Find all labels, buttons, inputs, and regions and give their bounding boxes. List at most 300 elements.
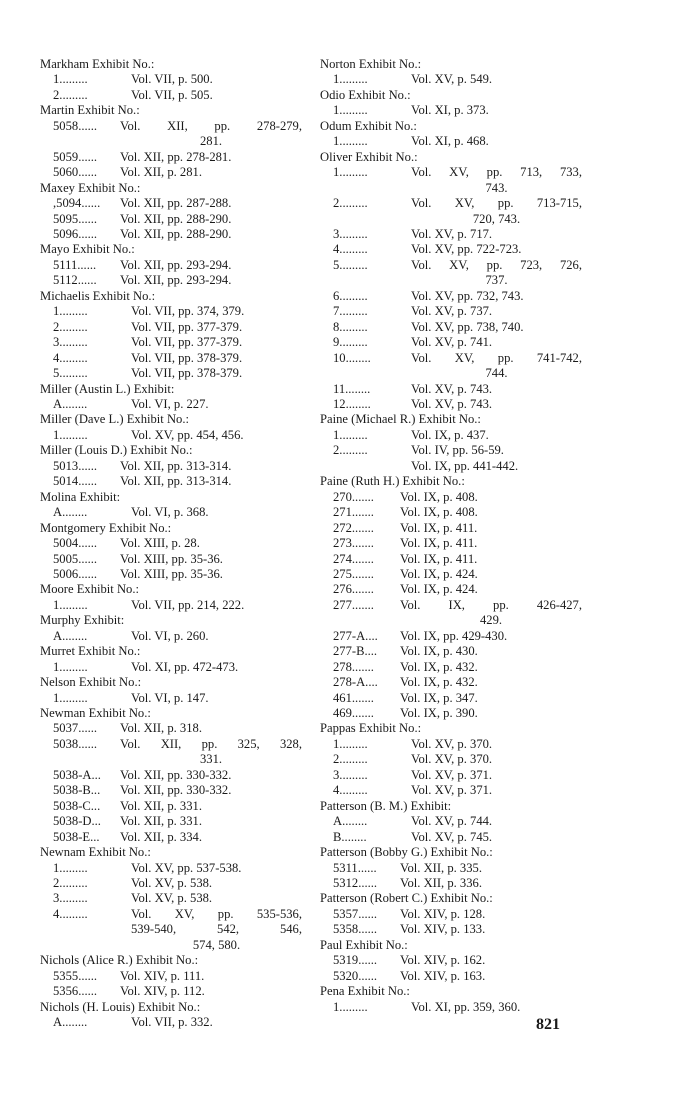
volume-reference (120, 984, 302, 999)
reference-line: Vol. IX, p. 432. (400, 659, 478, 674)
exhibit-entry (320, 552, 582, 567)
exhibit-entry (40, 536, 302, 551)
exhibit-entry (40, 505, 302, 520)
reference-line: 737. (485, 273, 508, 288)
reference-line: 539-540, 542, 546, (131, 922, 302, 937)
exhibit-entry (320, 242, 582, 257)
volume-reference (131, 691, 302, 706)
exhibit-number: 461....... (333, 690, 374, 705)
exhibit-entry (320, 443, 582, 458)
reference-line: Vol. VII, pp. 377-379. (131, 319, 243, 334)
exhibit-entry (320, 258, 582, 289)
exhibit-number: A........ (53, 505, 88, 520)
reference-line: Vol. XV, p. 743. (411, 381, 493, 396)
volume-reference (131, 1015, 302, 1030)
exhibit-number: 9......... (333, 335, 368, 350)
reference-line: 744. (485, 366, 508, 381)
reference-line: Vol. VII, pp. 378-379. (131, 366, 243, 381)
exhibit-heading: Paine (Michael R.) Exhibit No.: (320, 412, 481, 427)
volume-reference (120, 273, 302, 288)
reference-line: Vol. IX, p. 432. (400, 675, 478, 690)
exhibit-number: 274....... (333, 551, 374, 566)
exhibit-heading: Odio Exhibit No.: (320, 87, 411, 102)
exhibit-number: B........ (333, 829, 367, 844)
exhibit-heading: Odum Exhibit No.: (320, 118, 417, 133)
exhibit-number: 5096...... (53, 226, 98, 241)
volume-reference (400, 582, 582, 597)
volume-reference (131, 304, 302, 319)
exhibit-number: 1......... (333, 427, 368, 442)
reference-line: Vol. XII, p. 281. (120, 165, 202, 180)
reference-line: Vol. XIV, p. 112. (120, 984, 205, 999)
volume-reference (131, 88, 302, 103)
exhibit-entry (40, 691, 302, 706)
exhibit-number: 1......... (53, 304, 88, 319)
volume-reference (400, 861, 582, 876)
volume-reference (120, 258, 302, 273)
volume-reference (120, 150, 302, 165)
exhibit-number: 7......... (333, 304, 368, 319)
exhibit-number: 2......... (333, 196, 368, 211)
exhibit-entry (40, 721, 302, 736)
exhibit-entry (320, 582, 582, 597)
exhibit-entry (40, 428, 302, 443)
reference-line: Vol. IX, p. 408. (400, 505, 478, 520)
exhibit-number: 271....... (333, 505, 374, 520)
volume-reference (411, 382, 582, 397)
exhibit-heading: Nichols (Alice R.) Exhibit No.: (40, 953, 199, 968)
reference-line: Vol. IX, p. 347. (400, 690, 478, 705)
exhibit-number: 5355...... (53, 968, 98, 983)
reference-line: Vol. IX, p. 430. (400, 644, 478, 659)
exhibit-entry (320, 861, 582, 876)
volume-reference (411, 443, 582, 458)
exhibit-number: 1......... (53, 72, 88, 87)
exhibit-number: A........ (333, 814, 368, 829)
volume-reference (131, 660, 302, 675)
index-column-left (40, 57, 302, 1031)
reference-line: Vol. VII, p. 500. (131, 72, 213, 87)
exhibit-entry (320, 459, 582, 474)
volume-reference (411, 320, 582, 335)
volume-reference (131, 598, 302, 613)
volume-reference (411, 242, 582, 257)
volume-reference (120, 721, 302, 736)
reference-line: Vol. XI, pp. 472-473. (131, 659, 239, 674)
reference-line: Vol. IX, p. 408. (400, 489, 478, 504)
volume-reference (131, 320, 302, 335)
exhibit-number: 4......... (333, 783, 368, 798)
reference-line: Vol. XV, pp. 738, 740. (411, 319, 524, 334)
exhibit-number: 5357...... (333, 906, 378, 921)
volume-reference (400, 567, 582, 582)
exhibit-entry (320, 521, 582, 536)
exhibit-number: 5312...... (333, 876, 378, 891)
volume-reference (411, 459, 582, 474)
reference-line: Vol. VII, p. 332. (131, 1015, 213, 1030)
volume-reference (400, 490, 582, 505)
exhibit-number: 5319...... (333, 953, 378, 968)
exhibit-number: 5060...... (53, 165, 98, 180)
exhibit-number: 4......... (53, 906, 88, 921)
exhibit-number: 1......... (333, 103, 368, 118)
exhibit-number: 5320...... (333, 968, 378, 983)
reference-line: Vol. XV, pp. 537-538. (131, 860, 242, 875)
volume-reference (120, 567, 302, 582)
exhibit-number: 277....... (333, 597, 374, 612)
volume-reference (131, 366, 302, 381)
volume-reference (131, 891, 302, 906)
reference-line: Vol. XV, p. 717. (411, 226, 493, 241)
exhibit-entry (40, 1015, 302, 1030)
reference-line: Vol. XII, p. 334. (120, 829, 202, 844)
reference-line: Vol. XIII, pp. 35-36. (120, 566, 223, 581)
volume-reference (400, 969, 582, 984)
reference-line: Vol. XII, pp. 287-288. (120, 196, 232, 211)
exhibit-entry (40, 88, 302, 103)
exhibit-entry (320, 1000, 582, 1015)
exhibit-heading: Paul Exhibit No.: (320, 937, 408, 952)
volume-reference (411, 351, 582, 382)
exhibit-heading: Newman Exhibit No.: (40, 706, 151, 721)
reference-line: Vol. XIV, p. 111. (120, 968, 205, 983)
volume-reference (411, 134, 582, 149)
volume-reference (400, 675, 582, 690)
exhibit-number: 4......... (333, 242, 368, 257)
exhibit-entry (40, 768, 302, 783)
exhibit-number: 5038...... (53, 736, 98, 751)
volume-reference (400, 907, 582, 922)
reference-line: 743. (485, 180, 508, 195)
reference-line: Vol. XIV, p. 128. (400, 906, 486, 921)
exhibit-number: 5038-E... (53, 829, 100, 844)
exhibit-entry (40, 830, 302, 845)
volume-reference (411, 428, 582, 443)
reference-line: 281. (199, 134, 223, 149)
reference-line: Vol. XV, pp. 535-536, (131, 906, 302, 921)
exhibit-entry (40, 660, 302, 675)
volume-reference (411, 830, 582, 845)
reference-line: Vol. IX, p. 424. (400, 582, 478, 597)
volume-reference (120, 814, 302, 829)
reference-line: Vol. XV, pp. 713, 733, (411, 165, 582, 180)
volume-reference (411, 289, 582, 304)
exhibit-entry (320, 289, 582, 304)
reference-line: Vol. XII, pp. 278-279, (120, 118, 302, 133)
volume-reference (411, 397, 582, 412)
exhibit-entry (40, 861, 302, 876)
volume-reference (411, 1000, 582, 1015)
volume-reference (131, 505, 302, 520)
reference-line: Vol. VI, p. 227. (131, 396, 209, 411)
exhibit-entry (320, 629, 582, 644)
exhibit-number: 5013...... (53, 458, 98, 473)
exhibit-number: 1......... (333, 736, 368, 751)
reference-line: Vol. XIV, p. 162. (400, 953, 486, 968)
exhibit-heading: Paine (Ruth H.) Exhibit No.: (320, 474, 465, 489)
exhibit-entry (320, 752, 582, 767)
exhibit-number: 2......... (53, 319, 88, 334)
exhibit-number: 5038-B... (53, 783, 101, 798)
exhibit-heading: Norton Exhibit No.: (320, 57, 422, 71)
exhibit-number: 276....... (333, 582, 374, 597)
exhibit-heading: Murret Exhibit No.: (40, 644, 141, 659)
reference-line: Vol. VI, p. 368. (131, 505, 209, 520)
exhibit-entry (320, 536, 582, 551)
reference-line: Vol. XII, pp. 313-314. (120, 474, 232, 489)
exhibit-entry (320, 691, 582, 706)
volume-reference (411, 227, 582, 242)
exhibit-number: 5......... (333, 257, 368, 272)
exhibit-entry (40, 814, 302, 829)
reference-line: Vol. XII, pp. 330-332. (120, 767, 232, 782)
exhibit-entry (40, 351, 302, 366)
exhibit-heading: Miller (Louis D.) Exhibit No.: (40, 443, 193, 458)
exhibit-number: 12........ (333, 396, 371, 411)
exhibit-entry (40, 366, 302, 381)
exhibit-number: 278....... (333, 659, 374, 674)
exhibit-number: 1......... (53, 597, 88, 612)
reference-line: Vol. VII, pp. 374, 379. (131, 304, 245, 319)
reference-line: Vol. IX, pp. 429-430. (400, 628, 508, 643)
exhibit-heading: Markham Exhibit No.: (40, 57, 155, 71)
exhibit-number: 5111...... (53, 257, 97, 272)
exhibit-number: 1......... (333, 134, 368, 149)
exhibit-entry (40, 459, 302, 474)
reference-line: Vol. IX, pp. 441-442. (411, 458, 519, 473)
volume-reference (400, 505, 582, 520)
exhibit-entry (320, 922, 582, 937)
index-column-right (320, 57, 582, 1015)
reference-line: Vol. XV, pp. 732, 743. (411, 288, 524, 303)
volume-reference (411, 335, 582, 350)
exhibit-number: 272....... (333, 520, 374, 535)
reference-line: Vol. VII, p. 505. (131, 87, 213, 102)
reference-line: Vol. XI, p. 373. (411, 103, 489, 118)
reference-line: Vol. XII, p. 331. (120, 798, 202, 813)
exhibit-entry (320, 660, 582, 675)
exhibit-number: 275....... (333, 566, 374, 581)
exhibit-entry (40, 783, 302, 798)
exhibit-entry (320, 335, 582, 350)
reference-line: 720, 743. (472, 211, 521, 226)
exhibit-entry (40, 907, 302, 953)
exhibit-number: 278-A.... (333, 675, 378, 690)
exhibit-entry (40, 397, 302, 412)
volume-reference (120, 552, 302, 567)
exhibit-entry (320, 737, 582, 752)
reference-line: Vol. XV, p. 549. (411, 72, 493, 87)
exhibit-entry (320, 351, 582, 382)
exhibit-number: 5038-C... (53, 798, 101, 813)
exhibit-entry (320, 907, 582, 922)
exhibit-number: 5356...... (53, 984, 98, 999)
exhibit-heading: Newnam Exhibit No.: (40, 845, 151, 860)
volume-reference (400, 552, 582, 567)
reference-line: 331. (199, 752, 223, 767)
volume-reference (131, 72, 302, 87)
reference-line: 429. (479, 613, 503, 628)
reference-line: Vol. IX, p. 411. (400, 551, 478, 566)
volume-reference (411, 103, 582, 118)
exhibit-heading: Patterson (B. M.) Exhibit: (320, 798, 452, 813)
volume-reference (131, 907, 302, 953)
reference-line: Vol. XII, pp. 288-290. (120, 211, 232, 226)
exhibit-number: 5038-A... (53, 767, 101, 782)
reference-line: Vol. VI, p. 147. (131, 690, 209, 705)
volume-reference (131, 629, 302, 644)
volume-reference (411, 814, 582, 829)
exhibit-number: 11........ (333, 381, 371, 396)
reference-line: Vol. XII, p. 336. (400, 876, 482, 891)
exhibit-entry (40, 474, 302, 489)
exhibit-number: 1......... (53, 690, 88, 705)
reference-line: Vol. IX, p. 437. (411, 427, 489, 442)
exhibit-heading: Moore Exhibit No.: (40, 582, 139, 597)
exhibit-number: 3......... (333, 226, 368, 241)
reference-line: Vol. XV, pp. 722-723. (411, 242, 522, 257)
exhibit-entry (320, 768, 582, 783)
volume-reference (400, 953, 582, 968)
exhibit-entry (40, 737, 302, 768)
exhibit-entry (40, 799, 302, 814)
exhibit-number: A........ (53, 396, 88, 411)
volume-reference (411, 737, 582, 752)
exhibit-entry (320, 304, 582, 319)
volume-reference (131, 351, 302, 366)
exhibit-entry (320, 227, 582, 242)
exhibit-heading: Molina Exhibit: (40, 489, 121, 504)
volume-reference (120, 196, 302, 211)
volume-reference (400, 876, 582, 891)
volume-reference (400, 644, 582, 659)
exhibit-entry (40, 552, 302, 567)
reference-line: Vol. VII, pp. 378-379. (131, 350, 243, 365)
volume-reference (411, 304, 582, 319)
exhibit-heading: Mayo Exhibit No.: (40, 242, 135, 257)
exhibit-entry (40, 984, 302, 999)
reference-line: Vol. XII, pp. 278-281. (120, 149, 232, 164)
exhibit-heading: Pena Exhibit No.: (320, 984, 410, 999)
reference-line: Vol. XV, pp. 454, 456. (131, 427, 244, 442)
exhibit-number: A........ (53, 1015, 88, 1030)
exhibit-number (320, 459, 411, 474)
exhibit-entry (320, 103, 582, 118)
exhibit-entry (40, 227, 302, 242)
exhibit-heading: Nichols (H. Louis) Exhibit No.: (40, 999, 201, 1014)
exhibit-number: 1......... (53, 659, 88, 674)
exhibit-number: 2......... (53, 87, 88, 102)
exhibit-heading: Martin Exhibit No.: (40, 103, 140, 118)
exhibit-number: 5005...... (53, 551, 98, 566)
exhibit-number: 1......... (53, 860, 88, 875)
reference-line: Vol. XII, pp. 293-294. (120, 257, 232, 272)
exhibit-heading: Michaelis Exhibit No.: (40, 288, 156, 303)
volume-reference (120, 830, 302, 845)
exhibit-number: 5112...... (53, 273, 97, 288)
exhibit-entry (320, 320, 582, 335)
exhibit-number: 270....... (333, 489, 374, 504)
exhibit-entry (40, 165, 302, 180)
exhibit-number: 2......... (333, 752, 368, 767)
reference-line: Vol. XII, pp. 325, 328, (120, 736, 302, 751)
volume-reference (120, 474, 302, 489)
exhibit-number: 469....... (333, 706, 374, 721)
volume-reference (120, 799, 302, 814)
volume-reference (120, 227, 302, 242)
reference-line: Vol. XV, p. 538. (131, 876, 213, 891)
exhibit-number: 5014...... (53, 474, 98, 489)
exhibit-entry (320, 134, 582, 149)
volume-reference (120, 165, 302, 180)
exhibit-number: 5......... (53, 366, 88, 381)
volume-reference (400, 598, 582, 629)
volume-reference (411, 196, 582, 227)
reference-line: Vol. IX, p. 411. (400, 536, 478, 551)
exhibit-number: 277-B.... (333, 644, 378, 659)
exhibit-entry (40, 876, 302, 891)
reference-line: Vol. XII, pp. 313-314. (120, 458, 232, 473)
exhibit-entry (40, 273, 302, 288)
exhibit-number: 8......... (333, 319, 368, 334)
volume-reference (411, 752, 582, 767)
exhibit-heading: Oliver Exhibit No.: (320, 149, 418, 164)
exhibit-entry (40, 567, 302, 582)
exhibit-number: 5037...... (53, 721, 98, 736)
exhibit-heading: Maxey Exhibit No.: (40, 180, 141, 195)
volume-reference (120, 768, 302, 783)
volume-reference (411, 72, 582, 87)
reference-line: Vol. XV, p. 741. (411, 335, 493, 350)
exhibit-entry (40, 150, 302, 165)
volume-reference (120, 737, 302, 768)
reference-line: Vol. XV, p. 538. (131, 891, 213, 906)
exhibit-number: 1......... (333, 72, 368, 87)
exhibit-entry (320, 196, 582, 227)
exhibit-entry (320, 490, 582, 505)
exhibit-entry (320, 675, 582, 690)
reference-line: Vol. IV, pp. 56-59. (411, 443, 504, 458)
exhibit-number: 1......... (333, 999, 368, 1014)
reference-line: Vol. VII, pp. 214, 222. (131, 597, 245, 612)
exhibit-number: 6......... (333, 288, 368, 303)
exhibit-entry (320, 706, 582, 721)
exhibit-entry (320, 428, 582, 443)
volume-reference (400, 706, 582, 721)
volume-reference (411, 768, 582, 783)
exhibit-heading: Miller (Austin L.) Exhibit: (40, 381, 175, 396)
exhibit-number: 5038-D... (53, 814, 101, 829)
reference-line: Vol. VI, p. 260. (131, 628, 209, 643)
exhibit-number: 277-A.... (333, 628, 378, 643)
exhibit-entry (40, 598, 302, 613)
reference-line: Vol. XII, p. 318. (120, 721, 202, 736)
exhibit-number: 10........ (333, 350, 371, 365)
volume-reference (411, 783, 582, 798)
page-number: 821 (536, 1016, 560, 1033)
exhibit-heading: Pappas Exhibit No.: (320, 721, 422, 736)
exhibit-entry (40, 258, 302, 273)
volume-reference (131, 876, 302, 891)
exhibit-entry (40, 969, 302, 984)
reference-line: Vol. XV, pp. 713-715, (411, 196, 582, 211)
exhibit-entry (320, 953, 582, 968)
exhibit-number: 3......... (53, 891, 88, 906)
reference-line: Vol. XV, p. 370. (411, 736, 493, 751)
exhibit-heading: Murphy Exhibit: (40, 613, 125, 628)
exhibit-entry (320, 165, 582, 196)
volume-reference (400, 629, 582, 644)
